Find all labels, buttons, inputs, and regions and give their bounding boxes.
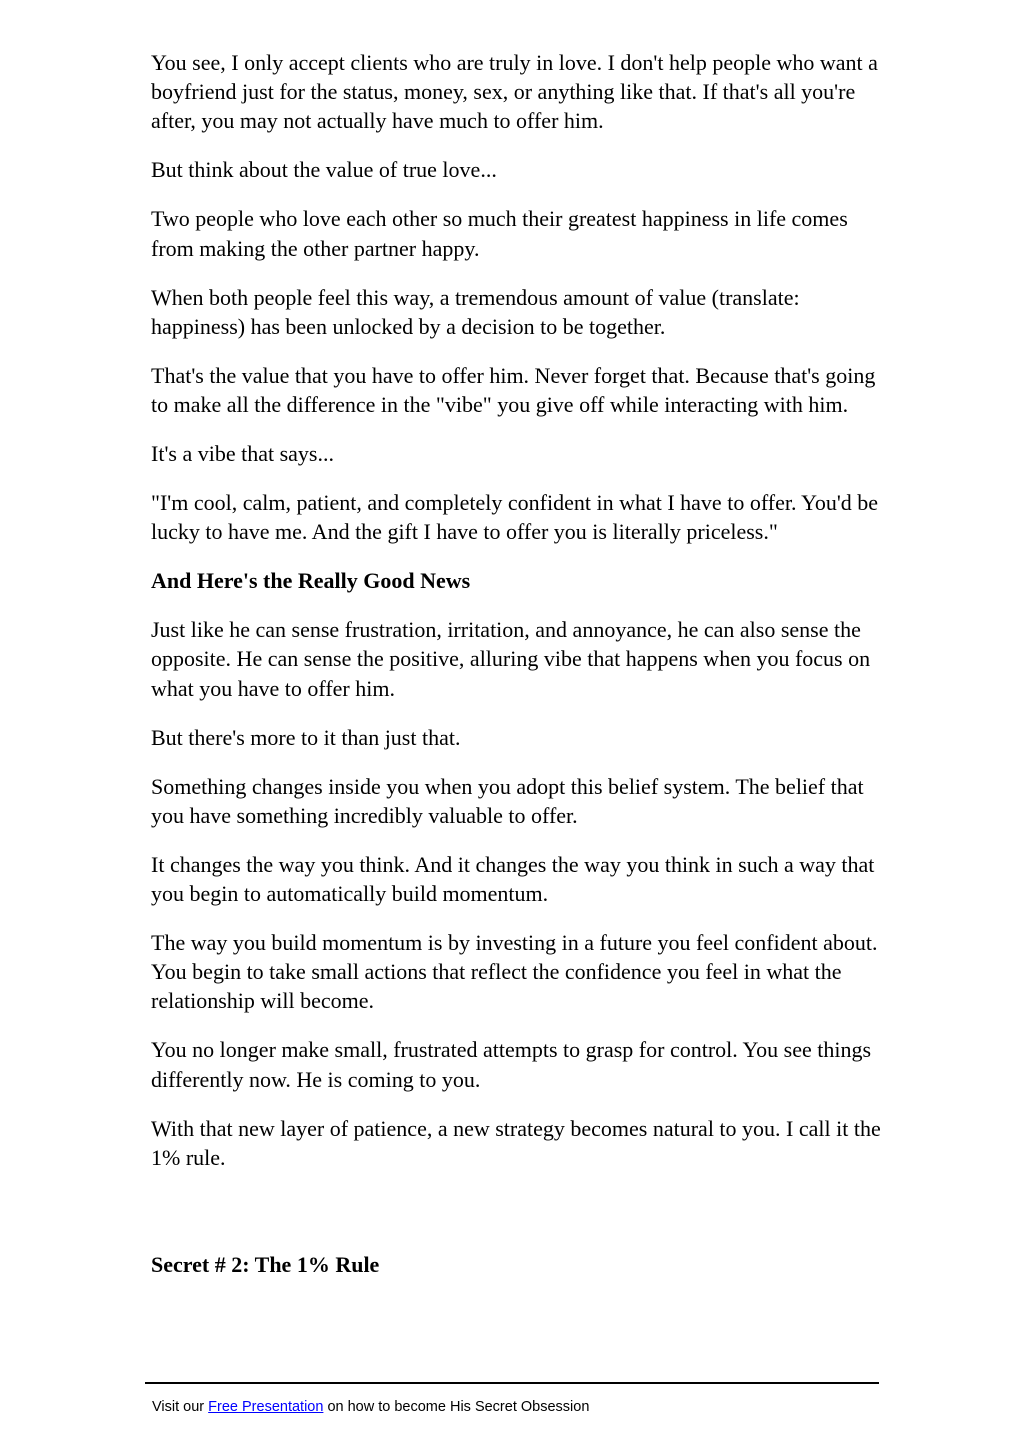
footer-suffix: on how to become His Secret Obsession	[323, 1399, 590, 1415]
paragraph: You see, I only accept clients who are truly in love. I don't help people who want a boyfriend just for the status, money, sex, or anything like that. If that's all you're after, you may not actually have much to offer him.	[151, 50, 878, 134]
good-news-heading: And Here's the Really Good News	[151, 568, 471, 594]
paragraph: Two people who love each other so much their greatest happiness in life comes from making the other partner happy.	[151, 206, 848, 261]
document-body	[151, 48, 881, 1279]
paragraph: Just like he can sense frustration, irritation, and annoyance, he can also sense the opposite. He can sense the positive, alluring vibe that happens when you focus on what you have to offer him.	[151, 617, 871, 701]
paragraph: But there's more to it than just that.	[151, 724, 461, 750]
paragraph: With that new layer of patience, a new strategy becomes natural to you. I call it the 1% rule.	[151, 1115, 881, 1170]
free-presentation-link[interactable]: Free Presentation	[208, 1399, 324, 1415]
paragraph: It changes the way you think. And it changes the way you think in such a way that you begin to automatically build momentum.	[151, 851, 875, 907]
paragraph: Something changes inside you when you adopt this belief system. The belief that you have something incredibly valuable to offer.	[151, 773, 864, 828]
paragraph: When both people feel this way, a tremendous amount of value (translate: happiness) has been unlocked by a decision to be together.	[151, 284, 800, 339]
footer-divider	[145, 1382, 879, 1384]
paragraph: You no longer make small, frustrated attempts to grasp for control. You see things differently now. He is coming to you.	[151, 1037, 872, 1092]
section-spacer	[151, 1192, 881, 1250]
paragraph: It's a vibe that says...	[151, 441, 334, 467]
section-heading: Secret # 2: The 1% Rule	[151, 1251, 380, 1277]
paragraph: The way you build momentum is by investing in a future you feel confident about. You begin to take small actions that reflect the confidence you feel in what the relationship will become.	[151, 930, 878, 1014]
paragraph: "I'm cool, calm, patient, and completely confident in what I have to offer. You'd be lucky to have me. And the gift I have to offer you is literally priceless."	[151, 490, 879, 545]
paragraph: But think about the value of true love...	[151, 157, 497, 183]
footer-prefix: Visit our	[152, 1399, 209, 1415]
paragraph: That's the value that you have to offer him. Never forget that. Because that's going to make all the difference in the "vibe" you give off while interacting with him.	[151, 362, 876, 418]
footer	[152, 1399, 589, 1415]
